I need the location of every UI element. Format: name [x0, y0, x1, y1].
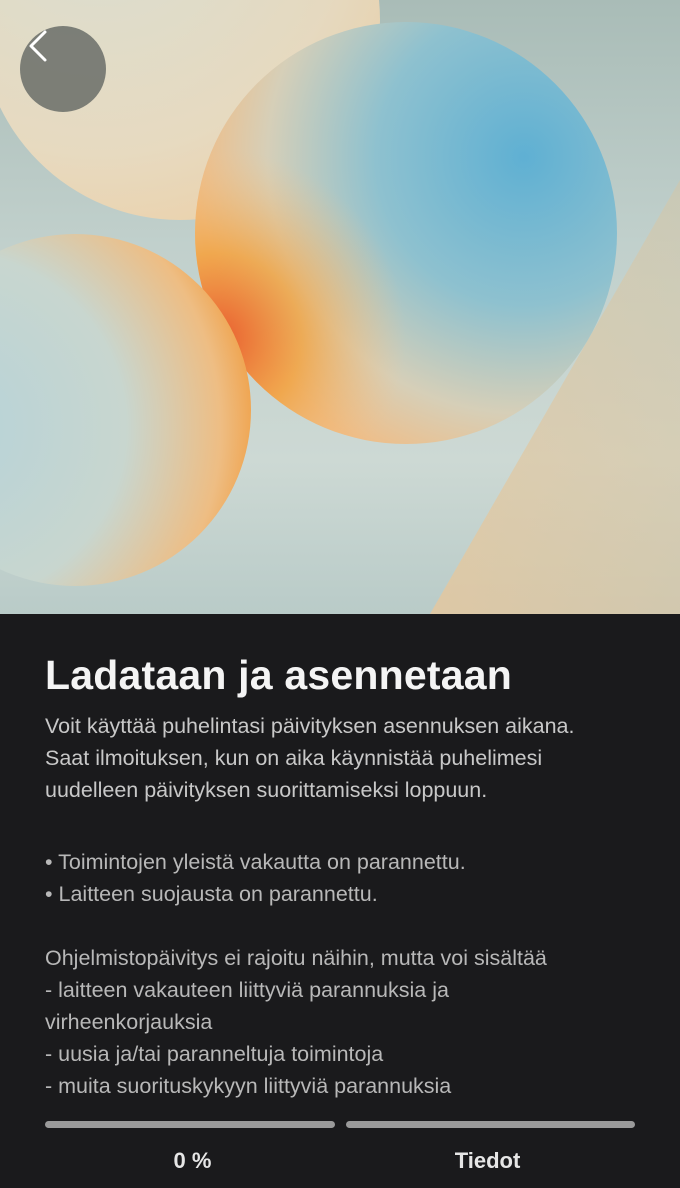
description-line: uudelleen päivityksen suorittamiseksi loppuun. [45, 778, 488, 802]
download-progress-bar [45, 1121, 335, 1128]
progress-percent: 0 % [173, 1148, 212, 1173]
chevron-left-icon [20, 26, 60, 66]
update-panel [0, 614, 680, 1173]
update-description [45, 710, 655, 806]
footer-actions [45, 1148, 635, 1188]
progress-bars [45, 1121, 635, 1128]
release-note-bullet: • Toimintojen yleistä vakautta on parannettu. [45, 850, 466, 874]
release-note-line: virheenkorjauksia [45, 1010, 213, 1034]
back-button[interactable] [20, 26, 106, 112]
page-title: Ladataan ja asennetaan [45, 652, 512, 698]
install-progress-bar [346, 1121, 636, 1128]
details-button[interactable]: Tiedot [454, 1148, 521, 1173]
release-note-line: Ohjelmistopäivitys ei rajoitu näihin, mutta voi sisältää [45, 946, 547, 970]
description-line: Saat ilmoituksen, kun on aika käynnistää puhelimesi [45, 746, 543, 770]
release-notes[interactable] [45, 846, 655, 1098]
release-note-line: - muita suorituskykyyn liittyviä parannuksia [45, 1074, 452, 1098]
description-line: Voit käyttää puhelintasi päivityksen asennuksen aikana. [45, 714, 575, 738]
release-note-line: - laitteen vakauteen liittyviä parannuksia ja [45, 978, 449, 1002]
release-note-bullet: • Laitteen suojausta on parannettu. [45, 882, 378, 906]
release-note-line: - uusia ja/tai paranneltuja toimintoja [45, 1042, 384, 1066]
